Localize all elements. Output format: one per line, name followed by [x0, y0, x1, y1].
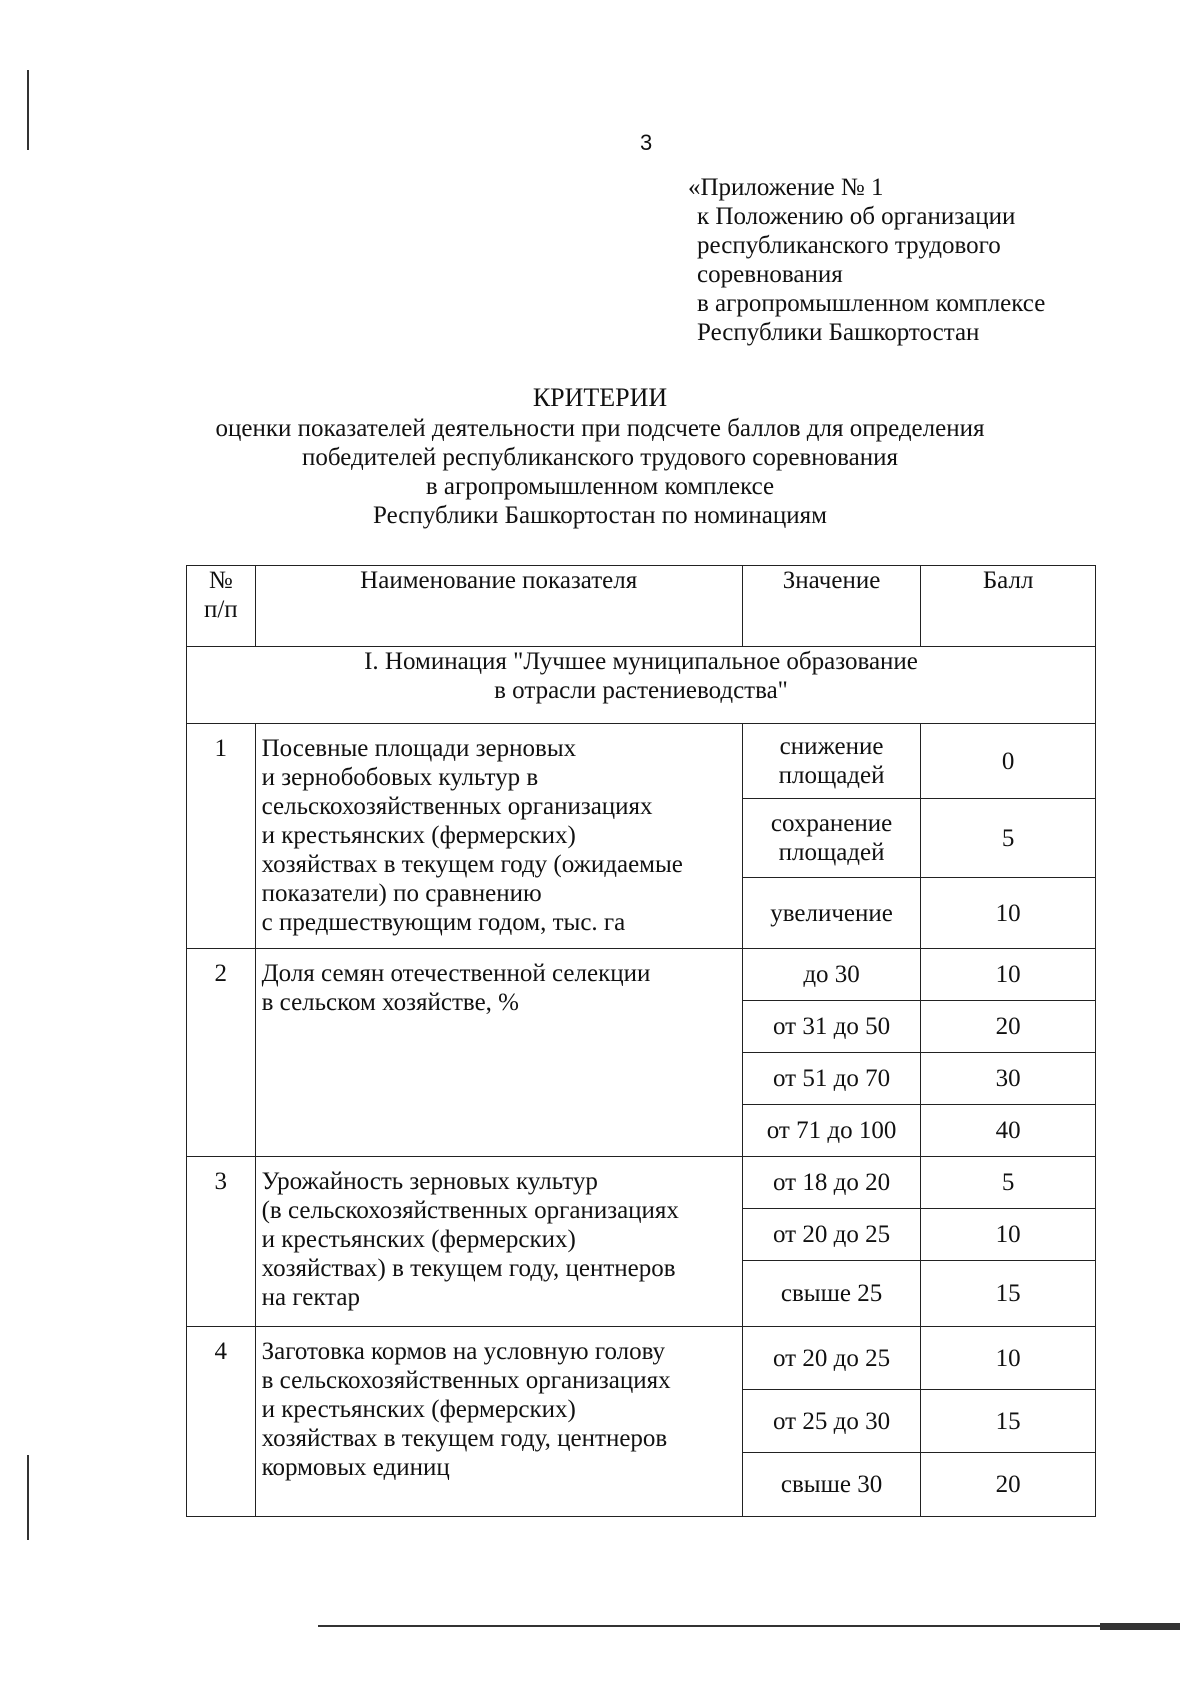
indicator-name-line: и крестьянских (фермерских) [261, 1226, 576, 1253]
criterion-score: 0 [921, 724, 1096, 799]
row-number: 4 [187, 1327, 256, 1517]
criterion-score: 10 [921, 1327, 1096, 1390]
nomination-title [187, 647, 1096, 724]
criterion-value-line: от 51 до 70 [773, 1065, 891, 1092]
indicator-name [255, 949, 742, 1157]
annex-line: Республики Башкортостан [697, 319, 980, 346]
criterion-value [742, 878, 920, 949]
scan-artifact-line [27, 70, 29, 150]
criterion-value [742, 1001, 920, 1053]
nomination-line: в отрасли растениеводства" [494, 677, 788, 704]
indicator-name-line: в сельском хозяйстве, % [261, 989, 520, 1016]
document-title: КРИТЕРИИ [532, 383, 668, 412]
indicator-name-line: Доля семян отечественной селекции [261, 960, 651, 987]
subtitle-line: в агропромышленном комплексе [425, 473, 775, 500]
table-row [187, 724, 1096, 799]
criterion-value-line: от 25 до 30 [773, 1407, 891, 1435]
scan-artifact-bar [1100, 1623, 1180, 1630]
header-value: Значение [742, 566, 920, 647]
subtitle-line: победителей республиканского трудового соревнования [301, 444, 899, 471]
criterion-value-line: сохранение [770, 810, 893, 837]
criterion-value-line: от 20 до 25 [773, 1344, 891, 1372]
nomination-line: I. Номинация "Лучшее муниципальное образование [364, 648, 918, 675]
header-number-line: п/п [203, 596, 238, 623]
header-name: Наименование показателя [255, 566, 742, 647]
criterion-value-line: площадей [778, 762, 885, 789]
criterion-score: 10 [921, 878, 1096, 949]
table-header-row [187, 566, 1096, 647]
subtitle-line: Республики Башкортостан по номинациям [373, 502, 827, 529]
indicator-name-line: хозяйствах) в текущем году, центнеров [261, 1255, 676, 1282]
criterion-score: 20 [921, 1453, 1096, 1517]
indicator-name-line: в сельскохозяйственных организациях [261, 1367, 671, 1394]
indicator-name-line: хозяйствах в текущем году, центнеров [261, 1425, 668, 1452]
scan-artifact-line [318, 1625, 1180, 1627]
indicator-name-line: с предшествующим годом, тыс. га [261, 909, 626, 936]
criterion-value-line: от 71 до 100 [766, 1117, 897, 1144]
criterion-value [742, 724, 920, 799]
scan-artifact-line [27, 1455, 29, 1540]
document-subtitle [0, 414, 1200, 530]
header-number [187, 566, 256, 647]
criterion-value-line: свыше 25 [780, 1280, 883, 1307]
indicator-name-line: на гектар [261, 1284, 360, 1311]
page-number: 3 [640, 130, 653, 155]
table-row [187, 949, 1096, 1001]
indicator-name-line: кормовых единиц [261, 1454, 450, 1481]
criterion-value-line: от 18 до 20 [773, 1169, 891, 1196]
criterion-value [742, 1105, 920, 1157]
table-row [187, 1157, 1096, 1209]
annex-line: «Приложение № 1 [688, 174, 884, 201]
indicator-name [255, 1327, 742, 1517]
criterion-score: 30 [921, 1053, 1096, 1105]
criterion-value-line: площадей [778, 839, 885, 866]
annex-reference [688, 173, 1046, 347]
criterion-value-line: снижение [779, 733, 884, 760]
criterion-value [742, 1209, 920, 1261]
indicator-name [255, 1157, 742, 1327]
annex-line: в агропромышленном комплексе [697, 290, 1046, 317]
criterion-value-line: от 31 до 50 [773, 1013, 891, 1040]
criterion-value [742, 1453, 920, 1517]
criteria-table [186, 565, 1096, 1517]
criterion-score: 20 [921, 1001, 1096, 1053]
indicator-name-line: Посевные площади зерновых [261, 735, 577, 762]
header-score: Балл [921, 566, 1096, 647]
criterion-value [742, 799, 920, 878]
indicator-name-line: (в сельскохозяйственных организациях [261, 1197, 679, 1224]
criterion-score: 15 [921, 1390, 1096, 1453]
subtitle-line: оценки показателей деятельности при подсчете баллов для определения [215, 415, 985, 442]
indicator-name [255, 724, 742, 949]
criterion-value [742, 1157, 920, 1209]
indicator-name-line: Заготовка кормов на условную голову [261, 1338, 666, 1365]
criterion-value-line: до 30 [803, 961, 860, 988]
annex-line: соревнования [697, 261, 843, 288]
annex-line: к Положению об организации [697, 203, 1016, 230]
criterion-value [742, 949, 920, 1001]
indicator-name-line: и крестьянских (фермерских) [261, 822, 576, 849]
criterion-value-line: увеличение [770, 899, 893, 927]
indicator-name-line: Урожайность зерновых культур [261, 1168, 598, 1195]
criterion-score: 5 [921, 1157, 1096, 1209]
indicator-name-line: и зернобобовых культур в [261, 764, 539, 791]
criterion-value [742, 1053, 920, 1105]
row-number: 1 [187, 724, 256, 949]
criterion-score: 5 [921, 799, 1096, 878]
annex-line: республиканского трудового [697, 232, 1001, 259]
criterion-value-line: свыше 30 [780, 1471, 883, 1498]
header-number-line: № [208, 567, 233, 594]
indicator-name-line: и крестьянских (фермерских) [261, 1396, 576, 1423]
criterion-score: 40 [921, 1105, 1096, 1157]
indicator-name-line: сельскохозяйственных организациях [261, 793, 653, 820]
criterion-score: 10 [921, 949, 1096, 1001]
indicator-name-line: хозяйствах в текущем году (ожидаемые [261, 851, 683, 878]
indicator-name-line: показатели) по сравнению [261, 880, 542, 907]
criterion-value [742, 1390, 920, 1453]
row-number: 3 [187, 1157, 256, 1327]
criterion-value [742, 1261, 920, 1327]
criterion-score: 15 [921, 1261, 1096, 1327]
criterion-score: 10 [921, 1209, 1096, 1261]
table-row [187, 1327, 1096, 1390]
nomination-row [187, 647, 1096, 724]
criterion-value [742, 1327, 920, 1390]
row-number: 2 [187, 949, 256, 1157]
criterion-value-line: от 20 до 25 [773, 1221, 891, 1248]
